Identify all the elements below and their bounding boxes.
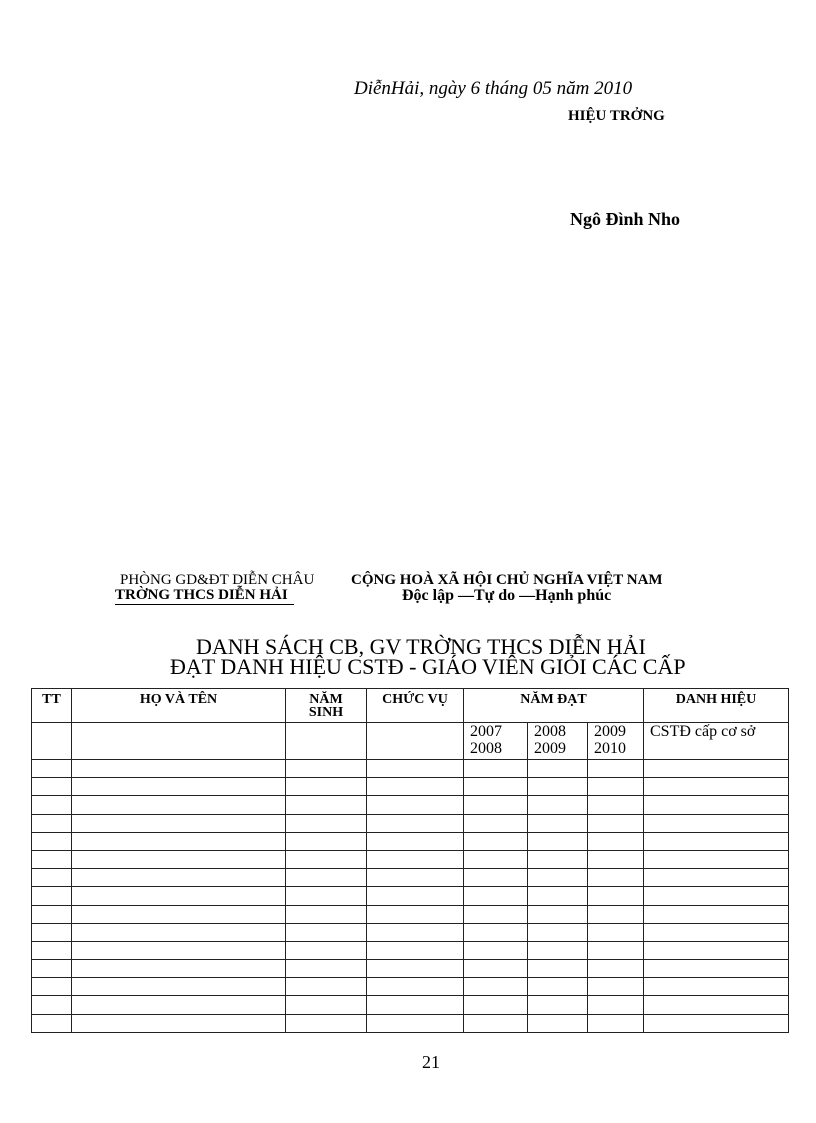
cell (644, 978, 789, 996)
cell (72, 960, 286, 978)
cell (644, 996, 789, 1014)
cell (528, 869, 588, 887)
cell (286, 760, 367, 778)
cell (464, 760, 528, 778)
date-line: DiễnHải, ngày 6 tháng 05 năm 2010 (354, 78, 633, 99)
cell (32, 778, 72, 796)
year-col-1: 2007 2008 (464, 723, 528, 760)
cell (32, 814, 72, 832)
cell (644, 814, 789, 832)
cell (286, 1014, 367, 1032)
cell (32, 996, 72, 1014)
title-value: CSTĐ cấp cơ sở (644, 723, 789, 760)
cell (588, 760, 644, 778)
cell (286, 832, 367, 850)
cell (588, 996, 644, 1014)
cell (72, 905, 286, 923)
cell (286, 869, 367, 887)
cell (588, 1014, 644, 1032)
cell (367, 887, 464, 905)
cell (588, 869, 644, 887)
cell (588, 960, 644, 978)
cell (588, 887, 644, 905)
cell (588, 905, 644, 923)
cell (464, 814, 528, 832)
cell (528, 796, 588, 814)
table-row (32, 941, 789, 959)
table-row (32, 796, 789, 814)
cell (72, 832, 286, 850)
cell (588, 778, 644, 796)
cell (286, 796, 367, 814)
cell (72, 814, 286, 832)
cell (32, 960, 72, 978)
cell (32, 978, 72, 996)
cell (528, 887, 588, 905)
table-row (32, 832, 789, 850)
cell (367, 850, 464, 868)
cell (32, 723, 72, 760)
cell (72, 923, 286, 941)
col-year-achieved: NĂM ĐẠT (464, 689, 644, 723)
cell (464, 1014, 528, 1032)
table-row (32, 814, 789, 832)
cell (528, 832, 588, 850)
document-title-line2: ĐẠT DANH HIỆU CSTĐ - GIÁO VIÊN GIỎI CÁC CẤP (170, 654, 686, 679)
cell (286, 941, 367, 959)
awards-table (31, 688, 789, 1033)
cell (286, 778, 367, 796)
cell (72, 760, 286, 778)
cell (588, 941, 644, 959)
cell (367, 832, 464, 850)
col-tt: TT (32, 689, 72, 723)
subheader-row (32, 723, 789, 760)
cell (72, 723, 286, 760)
cell (528, 814, 588, 832)
cell (367, 960, 464, 978)
cell (464, 996, 528, 1014)
cell (528, 778, 588, 796)
table-row (32, 960, 789, 978)
cell (528, 905, 588, 923)
cell (367, 905, 464, 923)
cell (367, 796, 464, 814)
cell (464, 832, 528, 850)
cell (644, 941, 789, 959)
cell (32, 923, 72, 941)
cell (464, 941, 528, 959)
cell (528, 760, 588, 778)
cell (644, 796, 789, 814)
cell (72, 1014, 286, 1032)
cell (644, 778, 789, 796)
cell (367, 1014, 464, 1032)
cell (286, 814, 367, 832)
cell (464, 778, 528, 796)
department-name: PHÒNG GD&ĐT DIỄN CHÂU (120, 572, 315, 588)
national-title: CỘNG HOÀ XÃ HỘI CHỦ NGHĨA VIỆT NAM (351, 572, 663, 588)
page-number: 21 (422, 1052, 440, 1072)
cell (528, 941, 588, 959)
cell (464, 978, 528, 996)
cell (72, 941, 286, 959)
cell (286, 978, 367, 996)
cell (464, 796, 528, 814)
table-row (32, 978, 789, 996)
cell (644, 923, 789, 941)
cell (528, 850, 588, 868)
cell (286, 723, 367, 760)
cell (367, 723, 464, 760)
cell (72, 869, 286, 887)
header-row (32, 689, 789, 723)
cell (528, 996, 588, 1014)
cell (367, 941, 464, 959)
school-name: TRỜNG THCS DIỄN HẢI (115, 587, 294, 605)
signer-name: Ngô Đình Nho (570, 209, 681, 229)
table-row (32, 923, 789, 941)
cell (464, 905, 528, 923)
col-position: CHỨC VỤ (367, 689, 464, 723)
cell (32, 796, 72, 814)
cell (528, 923, 588, 941)
table-row (32, 996, 789, 1014)
cell (32, 832, 72, 850)
cell (32, 905, 72, 923)
cell (464, 869, 528, 887)
cell (644, 760, 789, 778)
cell (644, 887, 789, 905)
col-birth-year (286, 689, 367, 723)
cell (286, 850, 367, 868)
cell (644, 869, 789, 887)
cell (588, 832, 644, 850)
cell (588, 978, 644, 996)
cell (72, 778, 286, 796)
year-col-3: 2009 2010 (588, 723, 644, 760)
cell (644, 905, 789, 923)
cell (528, 1014, 588, 1032)
cell (32, 941, 72, 959)
col-name: HỌ VÀ TÊN (72, 689, 286, 723)
cell (644, 850, 789, 868)
cell (32, 887, 72, 905)
cell (32, 760, 72, 778)
cell (464, 960, 528, 978)
table-row (32, 760, 789, 778)
cell (367, 814, 464, 832)
cell (367, 996, 464, 1014)
national-motto: Độc lập —Tự do —Hạnh phúc (402, 587, 612, 604)
cell (588, 923, 644, 941)
cell (588, 814, 644, 832)
cell (367, 923, 464, 941)
document-title-line1: DANH SÁCH CB, GV TRỜNG THCS DIỄN HẢI (196, 634, 646, 659)
cell (72, 850, 286, 868)
cell (286, 996, 367, 1014)
cell (367, 778, 464, 796)
signer-title: HIỆU TRỞNG (568, 108, 665, 124)
table-row (32, 1014, 789, 1032)
cell (286, 905, 367, 923)
cell (286, 887, 367, 905)
cell (286, 960, 367, 978)
table-row (32, 905, 789, 923)
cell (588, 796, 644, 814)
cell (367, 760, 464, 778)
cell (367, 978, 464, 996)
cell (644, 1014, 789, 1032)
cell (464, 850, 528, 868)
table-row (32, 778, 789, 796)
birth-year-label: NĂM SINH (308, 692, 344, 720)
table-row (32, 850, 789, 868)
cell (72, 996, 286, 1014)
cell (644, 960, 789, 978)
cell (32, 869, 72, 887)
cell (528, 978, 588, 996)
cell (286, 923, 367, 941)
cell (464, 887, 528, 905)
cell (588, 850, 644, 868)
cell (72, 978, 286, 996)
col-title: DANH HIỆU (644, 689, 789, 723)
cell (32, 850, 72, 868)
cell (464, 923, 528, 941)
cell (72, 796, 286, 814)
table-row (32, 887, 789, 905)
cell (644, 832, 789, 850)
cell (72, 887, 286, 905)
cell (367, 869, 464, 887)
year-col-2: 2008 2009 (528, 723, 588, 760)
cell (32, 1014, 72, 1032)
cell (528, 960, 588, 978)
table-row (32, 869, 789, 887)
